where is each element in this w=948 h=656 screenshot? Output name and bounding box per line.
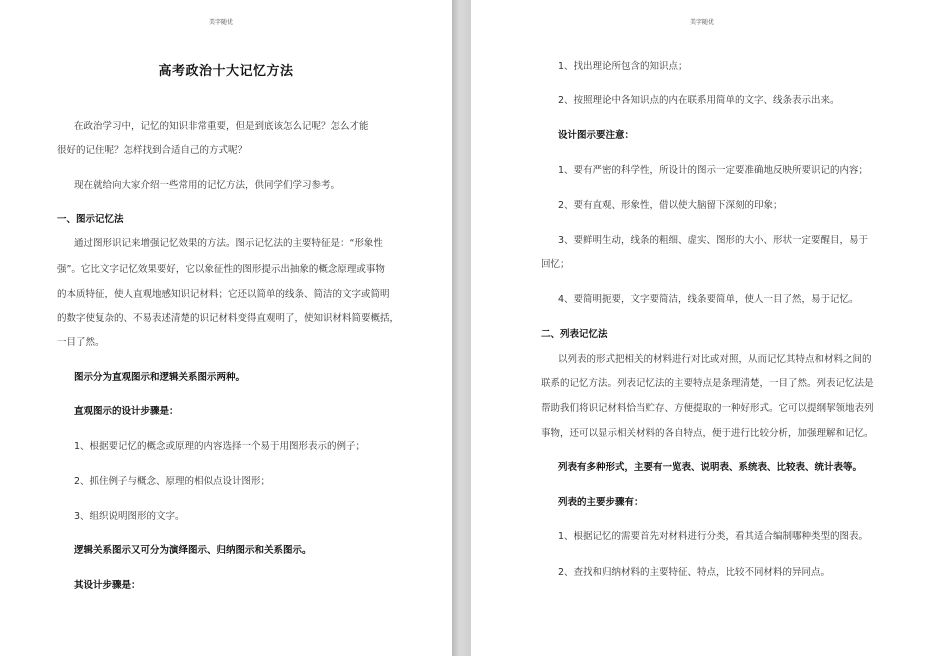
page-title: 高考政治十大记忆方法 [158, 64, 294, 79]
list-item: 2、查找和归纳材料的主要特征、特点，比较不同材料的异同点。 [558, 567, 831, 578]
list-item: 1、要有严密的科学性，所设计的图示一定要准确地反映所要识记的内容； [558, 165, 869, 176]
running-header: 美字随优 [690, 19, 715, 26]
bold-line: 列表有多种形式，主要有一览表、说明表、系统表、比较表、统计表等。 [558, 462, 863, 473]
list-item: 2、按照理论中各知识点的内在联系用简单的文字、线条表示出来。 [558, 95, 840, 106]
paragraph-line: 的本质特征，使人直观地感知识记材料；它还以简单的线条、简洁的文字或简明 [57, 289, 390, 300]
paragraph-line: 帮助我们将识记材料恰当贮存、方便提取的一种好形式。它可以提纲挈领地表列 [541, 403, 874, 414]
paragraph-line: 很好的记住呢？怎样找到合适自己的方式呢？ [57, 145, 248, 156]
paragraph-line: 现在就给向大家介绍一些常用的记忆方法，供同学们学习参考。 [74, 180, 341, 191]
section-heading: 一、图示记忆法 [57, 214, 124, 225]
paragraph-line: 事物，还可以显示相关材料的各自特点，便于进行比较分析，加强理解和记忆。 [541, 428, 874, 439]
list-item: 1、根据要记忆的概念或原理的内容选择一个易于用图形表示的例子； [74, 441, 366, 452]
bold-line: 其设计步骤是： [74, 580, 141, 591]
document-page-left [0, 0, 452, 656]
paragraph-line: 以列表的形式把相关的材料进行对比或对照，从而记忆其特点和材料之间的 [558, 354, 872, 365]
paragraph-line: 强”。它比文字记忆效果要好，它以象征性的图形提示出抽象的概念原理或事物 [57, 264, 385, 275]
list-item: 1、找出理论所包含的知识点； [558, 61, 688, 72]
bold-line: 列表的主要步骤有： [558, 497, 644, 508]
paragraph-line: 的数字使复杂的、不易表述清楚的识记材料变得直观明了，使知识材料简要概括， [57, 313, 400, 324]
paragraph-line: 联系的记忆方法。列表记忆法的主要特点是条理清楚，一目了然。列表记忆法是 [541, 378, 874, 389]
list-item: 2、要有直观、形象性，借以使大脑留下深刻的印象； [558, 200, 783, 211]
page-gutter [452, 0, 471, 656]
list-item: 2、抓住例子与概念、原理的相似点设计图形； [74, 476, 271, 487]
bold-line: 直观图示的设计步骤是： [74, 406, 179, 417]
document-page-right [471, 0, 948, 656]
list-item: 3、组织说明图形的文字。 [74, 511, 185, 522]
bold-line: 逻辑关系图示又可分为演绎图示、归纳图示和关系图示。 [74, 545, 312, 556]
paragraph-line: 在政治学习中，记忆的知识非常重要，但是到底该怎么记呢？怎么才能 [74, 121, 369, 132]
list-item: 1、根据记忆的需要首先对材料进行分类，看其适合编制哪种类型的图表。 [558, 531, 869, 542]
paragraph-line: 通过图形识记来增强记忆效果的方法。图示记忆法的主要特征是：“形象性 [74, 238, 383, 249]
list-item: 3、要鲜明生动，线条的粗细、虚实、图形的大小、形状一定要醒目，易于 [558, 235, 869, 246]
list-item: 4、要简明扼要，文字要简洁，线条要简单，使人一目了然，易于记忆。 [558, 294, 859, 305]
bold-line: 图示分为直观图示和逻辑关系图示两种。 [74, 372, 246, 383]
paragraph-line: 一目了然。 [57, 337, 105, 348]
list-item-continued: 回忆； [541, 259, 570, 270]
section-heading: 二、列表记忆法 [541, 329, 608, 340]
running-header: 美字随优 [209, 19, 234, 26]
bold-line: 设计图示要注意： [558, 130, 635, 141]
